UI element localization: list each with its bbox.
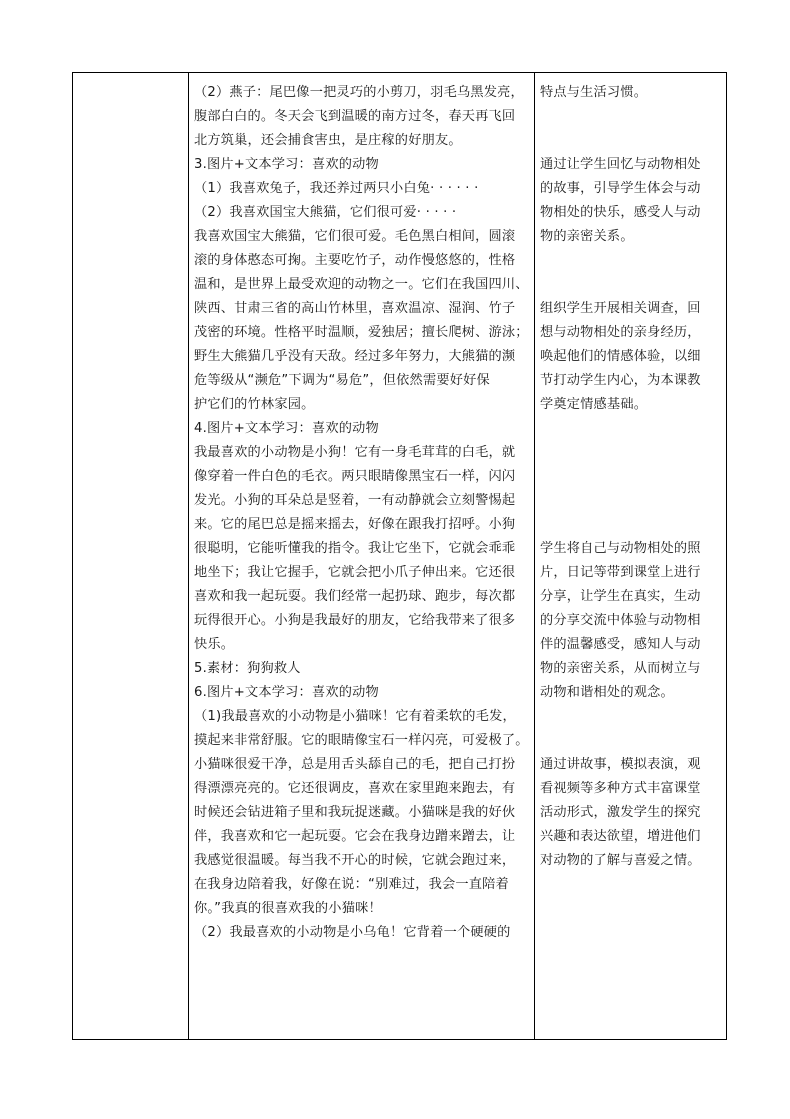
content-line: 我喜欢国宝大熊猫，它们很可爱。毛色黑白相间，圆滚 (194, 229, 516, 244)
content-line: 像穿着一件白色的毛衣。两只眼睛像黑宝石一样，闪闪 (194, 469, 516, 484)
intent-line: 物的亲密关系，从而树立与 (540, 661, 701, 676)
content-line: 在我身边陪着我，好像在说：“别难过，我会一直陪着 (194, 877, 509, 892)
content-line: 我感觉很温暖。每当我不开心的时候，它就会跑过来， (194, 853, 516, 868)
intent-line: 特点与生活习惯。 (540, 85, 648, 100)
intent-line: 的故事，引导学生体会与动 (540, 181, 701, 196)
intent-line: 物相处的快乐，感受人与动 (540, 205, 701, 220)
intent-line: 物的亲密关系。 (540, 229, 634, 244)
intent-line: 兴趣和表达欲望，增进他们 (540, 829, 701, 844)
intent-line: 想与动物相处的亲身经历， (540, 325, 701, 340)
design-intent-column (534, 73, 728, 1039)
content-line: 摸起来非常舒服。它的眼睛像宝石一样闪亮，可爱极了。 (194, 733, 529, 748)
intent-line: 通过讲故事，模拟表演，观 (540, 757, 701, 772)
intent-line: 动物和谐相处的观念。 (540, 685, 674, 700)
intent-line: 伴的温馨感受，感知人与动 (540, 637, 701, 652)
content-line: 茂密的环境。性格平时温顺，爱独居；擅长爬树、游泳； (194, 325, 529, 340)
intent-line: 学奠定情感基础。 (540, 397, 648, 412)
content-line: 北方筑巢，还会捕食害虫，是庄稼的好朋友。 (194, 133, 462, 148)
teaching-content-column (188, 73, 534, 1039)
intent-block (540, 297, 728, 417)
intent-block (540, 753, 728, 873)
intent-block (540, 537, 728, 705)
intent-line: 组织学生开展相关调查，回 (540, 301, 701, 316)
content-line: 陕西、甘肃三省的高山竹林里，喜欢温凉、湿润、竹子 (194, 301, 516, 316)
section-heading: 4.图片+文本学习：喜欢的动物 (194, 421, 379, 436)
intent-line: 片，日记等带到课堂上进行 (540, 565, 701, 580)
content-line: （2）燕子：尾巴像一把灵巧的小剪刀，羽毛乌黑发亮， (194, 85, 524, 100)
lesson-plan-table (72, 72, 727, 1040)
content-line: 小猫咪很爱干净，总是用舌头舔自己的毛，把自己打扮 (194, 757, 516, 772)
section-heading: 5.素材：狗狗救人 (194, 661, 301, 676)
content-line: 伴，我喜欢和它一起玩耍。它会在我身边蹭来蹭去，让 (194, 829, 516, 844)
content-line: 快乐。 (194, 637, 235, 652)
intent-line: 分享，让学生在真实，生动 (540, 589, 701, 604)
content-line: （2）我最喜欢的小动物是小乌龟！它背着一个硬硬的 (194, 925, 511, 940)
intent-line: 看视频等多种方式丰富课堂 (540, 781, 701, 796)
content-line: 地坐下；我让它握手，它就会把小爪子伸出来。它还很 (194, 565, 516, 580)
intent-line: 活动形式，激发学生的探究 (540, 805, 701, 820)
content-line: 发光。小狗的耳朵总是竖着，一有动静就会立刻警惕起 (194, 493, 516, 508)
intent-block (540, 81, 728, 105)
content-line: （1)我最喜欢的小动物是小猫咪！它有着柔软的毛发， (194, 709, 516, 724)
intent-line: 的分享交流中体验与动物相 (540, 613, 701, 628)
intent-line: 学生将自己与动物相处的照 (540, 541, 701, 556)
content-line: （1）我喜欢兔子，我还养过两只小白兔· · · · · · (194, 181, 479, 196)
content-line: 温和，是世界上最受欢迎的动物之一。它们在我国四川、 (194, 277, 529, 292)
section-heading: 3.图片+文本学习：喜欢的动物 (194, 157, 379, 172)
content-line: 你。”我真的很喜欢我的小猫咪！ (194, 901, 382, 916)
intent-line: 对动物的了解与喜爱之情。 (540, 853, 701, 868)
content-line: 危等级从“濒危”下调为“易危”，但依然需要好好保 (194, 373, 490, 388)
intent-line: 唤起他们的情感体验，以细 (540, 349, 701, 364)
content-line: 得漂漂亮亮的。它还很调皮，喜欢在家里跑来跑去，有 (194, 781, 516, 796)
content-line: 腹部白白的。冬天会飞到温暖的南方过冬，春天再飞回 (194, 109, 516, 124)
content-line: 喜欢和我一起玩耍。我们经常一起扔球、跑步，每次都 (194, 589, 516, 604)
section-heading: 6.图片+文本学习：喜欢的动物 (194, 685, 379, 700)
content-line: （2）我喜欢国宝大熊猫，它们很可爱· · · · · (194, 205, 457, 220)
intent-block (540, 153, 728, 249)
content-line: 很聪明，它能听懂我的指令。我让它坐下，它就会乖乖 (194, 541, 516, 556)
content-line: 野生大熊猫几乎没有天敌。经过多年努力，大熊猫的濒 (194, 349, 516, 364)
content-line: 护它们的竹林家园。 (194, 397, 315, 412)
content-line: 来。它的尾巴总是摇来摇去，好像在跟我打招呼。小狗 (194, 517, 516, 532)
intent-line: 节打动学生内心，为本课教 (540, 373, 701, 388)
content-line: 玩得很开心。小狗是我最好的朋友，它给我带来了很多 (194, 613, 516, 628)
content-line: 时候还会钻进箱子里和我玩捉迷藏。小猫咪是我的好伙 (194, 805, 516, 820)
content-line: 滚的身体憨态可掬。主要吃竹子，动作慢悠悠的，性格 (194, 253, 516, 268)
intent-line: 通过让学生回忆与动物相处 (540, 157, 701, 172)
content-line: 我最喜欢的小动物是小狗！它有一身毛茸茸的白毛，就 (194, 445, 516, 460)
